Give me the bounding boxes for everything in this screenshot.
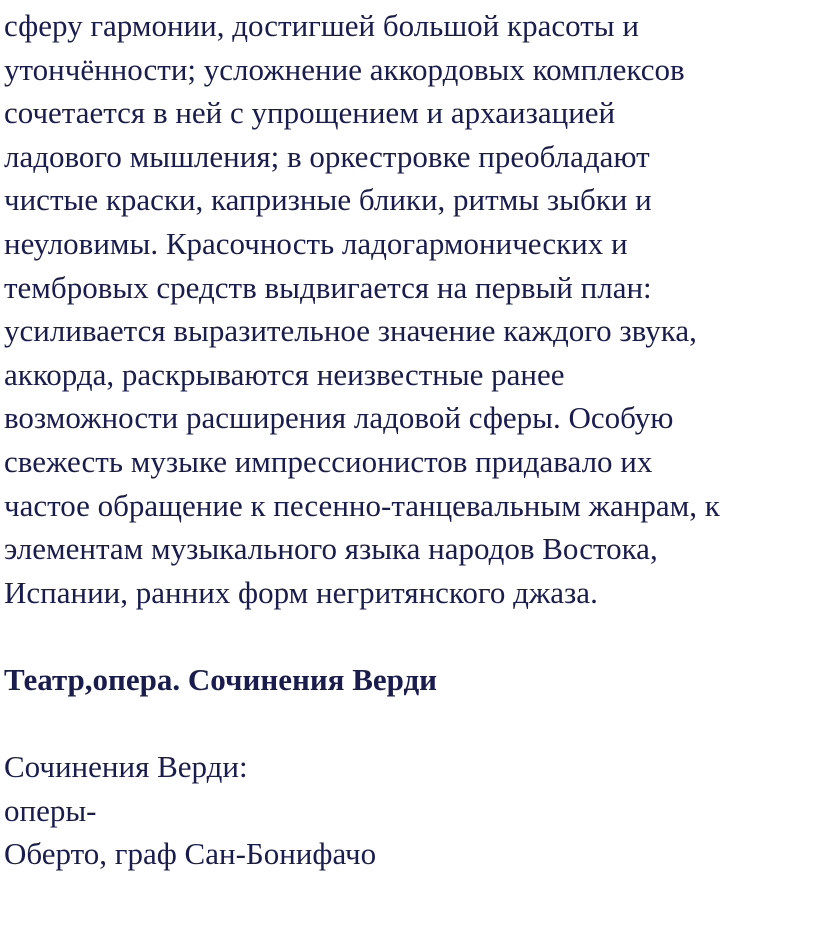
paragraph-line: аккорда, раскрываются неизвестные ранее (4, 356, 565, 392)
paragraph-line: чистые краски, капризные блики, ритмы зыбки и (4, 182, 652, 218)
paragraph-line: тембровых средств выдвигается на первый план: (4, 269, 652, 305)
works-list-category: оперы- (4, 792, 97, 828)
paragraph-line: сочетается в ней с упрощением и архаизацией (4, 95, 616, 131)
paragraph-line: элементам музыкального языка народов Востока, (4, 531, 658, 567)
works-list-title: Сочинения Верди: (4, 749, 248, 785)
paragraph-line: сферу гармонии, достигшей большой красоты и (4, 8, 639, 43)
paragraph-line: возможности расширения ладовой сферы. Особую (4, 400, 674, 436)
paragraph-line: Испании, ранних форм негритянского джаза. (4, 574, 598, 610)
paragraph-line: ладового мышления; в оркестровке преобладают (4, 138, 650, 174)
paragraph-line: свежесть музыке импрессионистов придавало их (4, 443, 653, 479)
works-list (4, 745, 812, 876)
body-paragraph (4, 4, 812, 614)
paragraph-line: неуловимы. Красочность ладогармонических и (4, 225, 628, 261)
blank-line (4, 702, 812, 746)
works-list-item: Оберто, граф Сан-Бонифачо (4, 836, 377, 872)
section-heading: Театр,опера. Сочинения Верди (4, 661, 438, 697)
paragraph-line: частое обращение к песенно-танцевальным жанрам, к (4, 487, 720, 523)
paragraph-line: усиливается выразительное значение каждого звука, (4, 313, 697, 349)
paragraph-line: утончённости; усложнение аккордовых комплексов (4, 51, 685, 87)
